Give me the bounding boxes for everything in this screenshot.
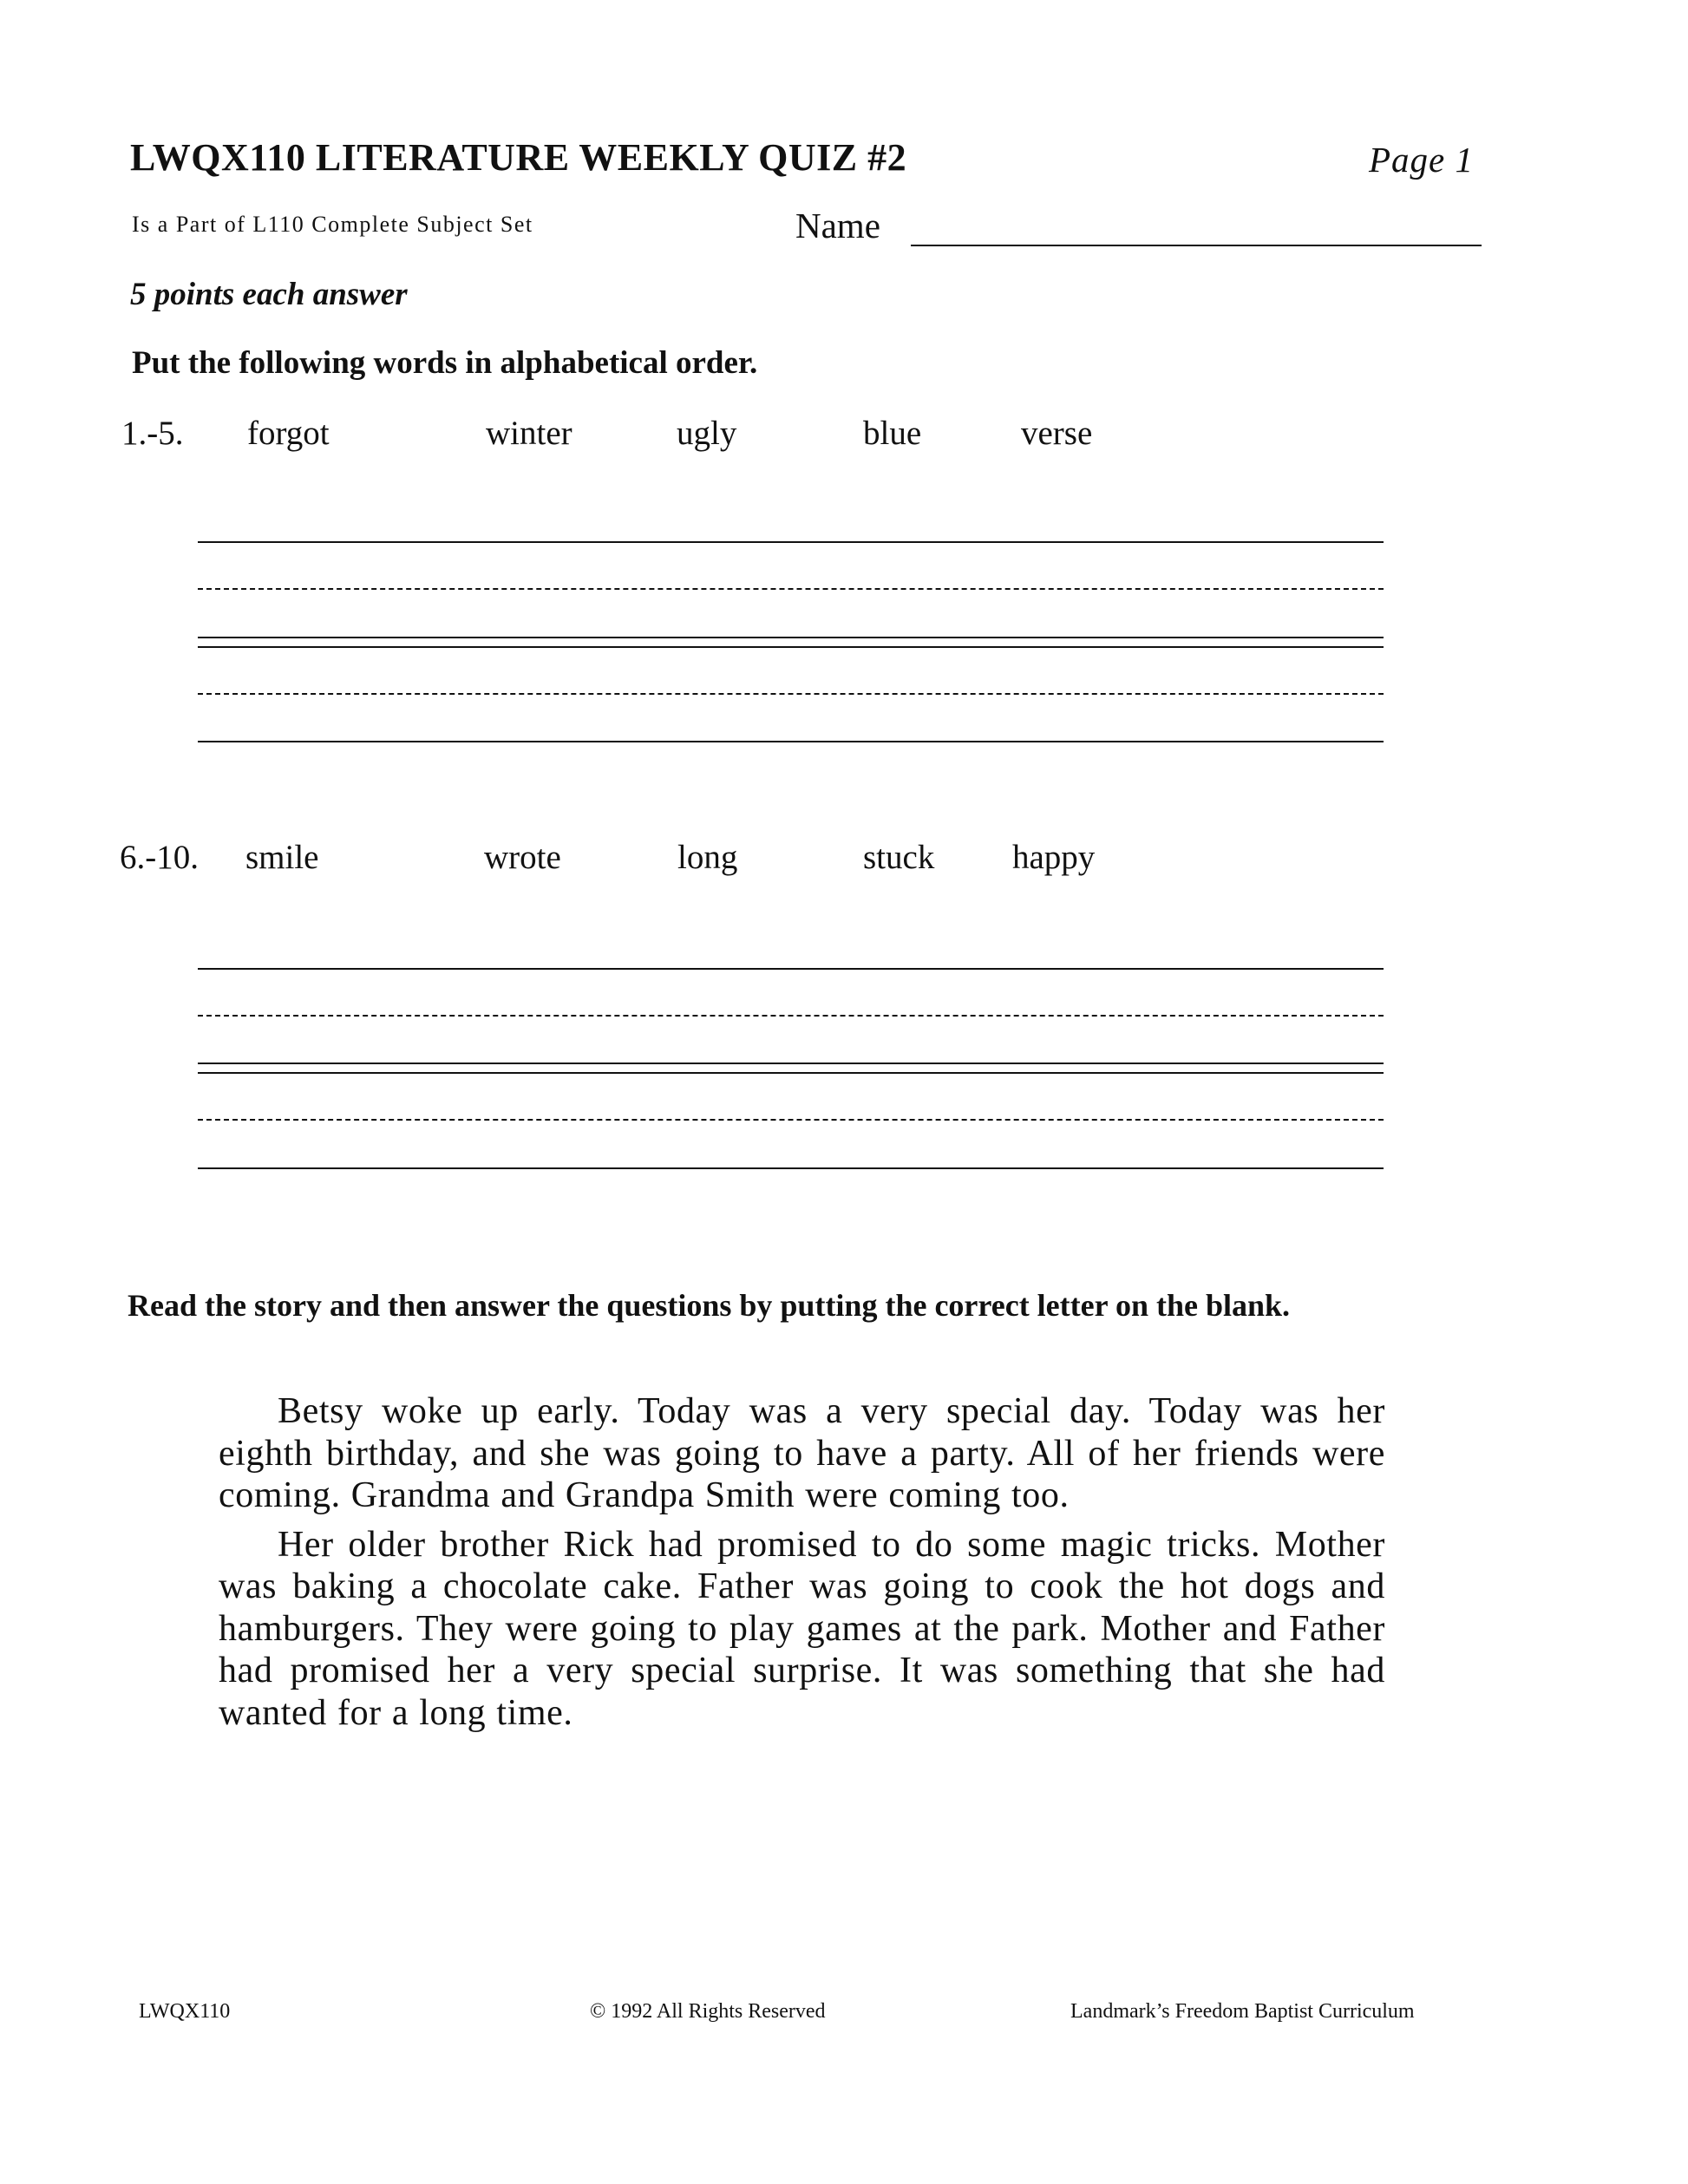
word-item: wrote	[484, 839, 561, 876]
footer-publisher: Landmark’s Freedom Baptist Curriculum	[1070, 2000, 1415, 2023]
answer-line-double-bottom	[198, 646, 1384, 648]
word-item: long	[677, 839, 738, 876]
name-label: Name	[795, 206, 880, 245]
answer-line-dashed	[198, 693, 1384, 695]
story-text	[219, 1390, 1385, 1741]
footer-code: LWQX110	[139, 2000, 231, 2023]
answer-line-solid[interactable]	[198, 541, 1384, 543]
word-item: happy	[1012, 839, 1096, 876]
answer-line-solid[interactable]	[198, 1167, 1384, 1169]
word-item: smile	[245, 839, 319, 876]
answer-line-dashed	[198, 1015, 1384, 1017]
word-item: stuck	[863, 839, 935, 876]
story-paragraph: Betsy woke up early. Today was a very special day. Today was her eighth birthday, and she was going to have a party. All of her friends were coming. Grandma and Grandpa Smith were coming too.	[219, 1391, 1385, 1515]
answer-line-double-top[interactable]	[198, 1063, 1384, 1064]
reading-instruction: Read the story and then answer the questions by putting the correct letter on the blank.	[128, 1288, 1291, 1323]
question-range-label: 1.-5.	[121, 415, 184, 452]
page-number: Page 1	[1369, 140, 1474, 180]
answer-line-dashed	[198, 588, 1384, 590]
answer-line-double-top[interactable]	[198, 637, 1384, 638]
answer-line-solid[interactable]	[198, 741, 1384, 742]
word-item: blue	[863, 415, 922, 452]
answer-line-dashed	[198, 1119, 1384, 1121]
question-range-label: 6.-10.	[120, 839, 199, 876]
answer-line-double-bottom	[198, 1072, 1384, 1074]
quiz-title: LWQX110 LITERATURE WEEKLY QUIZ #2	[130, 136, 907, 179]
name-field[interactable]	[911, 245, 1482, 246]
subject-set-note: Is a Part of L110 Complete Subject Set	[132, 212, 533, 237]
footer-copyright: © 1992 All Rights Reserved	[590, 2000, 826, 2023]
scoring-note: 5 points each answer	[130, 277, 408, 312]
story-paragraph: Her older brother Rick had promised to do some magic tricks. Mother was baking a chocolate cake. Father was going to cook the hot dogs and hamburgers. They were going to play games at the park. Mother and Father had promised her a very special surprise. It was something that she had wanted for a long time.	[219, 1524, 1385, 1733]
word-item: forgot	[247, 415, 330, 452]
word-item: winter	[486, 415, 572, 452]
word-item: verse	[1021, 415, 1093, 452]
alphabetical-instruction: Put the following words in alphabetical order.	[132, 345, 758, 381]
word-item: ugly	[677, 415, 737, 452]
answer-line-solid[interactable]	[198, 968, 1384, 970]
